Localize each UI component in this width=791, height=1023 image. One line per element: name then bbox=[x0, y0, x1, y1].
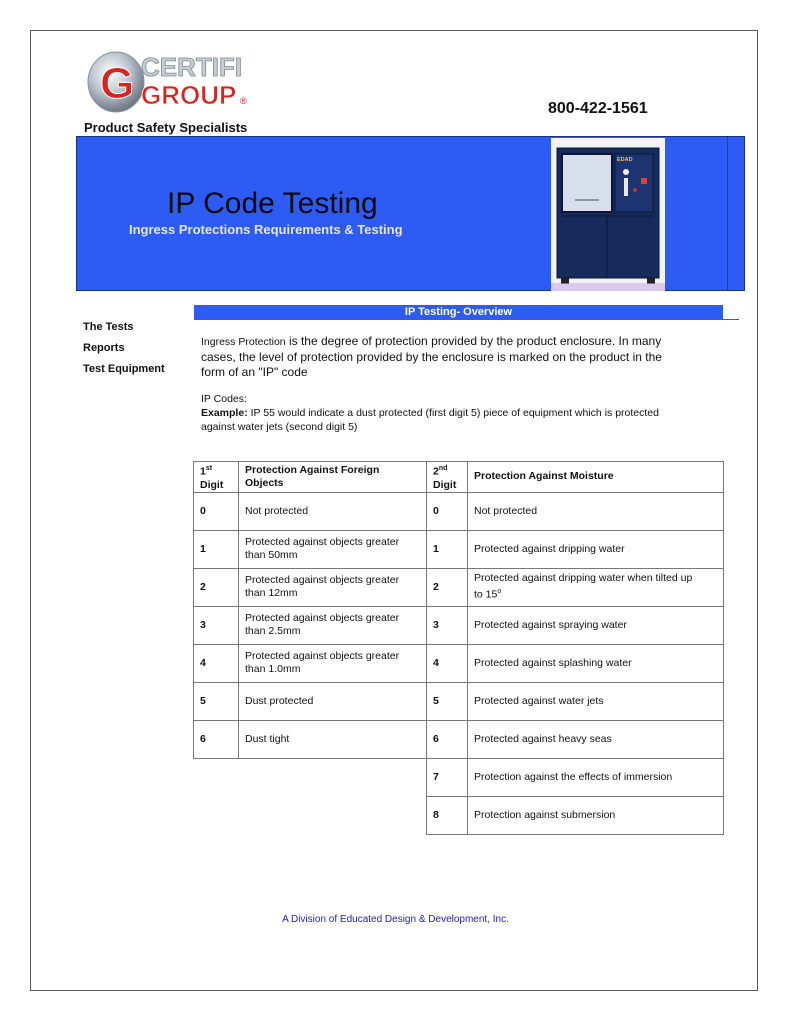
section-header: IP Testing- Overview bbox=[194, 305, 723, 320]
logo-letter: G bbox=[100, 59, 135, 108]
moisture-cell: Protected against dripping water bbox=[468, 530, 724, 568]
ip-codes-label: IP Codes: bbox=[201, 393, 247, 405]
example-text-2: against water jets (second digit 5) bbox=[201, 421, 358, 433]
example-text-1: IP 55 would indicate a dust protected (first digit 5) piece of equipment which is protected bbox=[247, 407, 659, 419]
table-row bbox=[194, 796, 724, 834]
test-chamber-image bbox=[551, 138, 665, 291]
moisture-cell: Protected against heavy seas bbox=[468, 720, 724, 758]
phone-number: 800-422-1561 bbox=[548, 100, 648, 117]
empty-cell bbox=[239, 758, 427, 796]
sidebar-item-reports[interactable]: Reports bbox=[83, 342, 125, 354]
first-digit-cell: 1 bbox=[194, 530, 239, 568]
intro-text-1: is the degree of protection provided by the product enclosure. In many bbox=[285, 334, 662, 348]
second-digit-cell: 7 bbox=[427, 758, 468, 796]
foreign-cell: Dust protected bbox=[239, 682, 427, 720]
header-foreign-objects: Protection Against Foreign Objects bbox=[239, 462, 427, 493]
first-digit-cell: 0 bbox=[194, 492, 239, 530]
header-first-digit: 1st Digit bbox=[194, 462, 239, 493]
second-digit-cell: 6 bbox=[427, 720, 468, 758]
banner-divider bbox=[727, 137, 728, 290]
tagline: Product Safety Specialists bbox=[84, 120, 248, 135]
empty-cell bbox=[194, 758, 239, 796]
foreign-cell: Protected against objects greater than 50mm bbox=[239, 530, 427, 568]
moisture-cell: Not protected bbox=[468, 492, 724, 530]
chamber-label: EDAD bbox=[617, 157, 633, 163]
first-digit-cell: 4 bbox=[194, 644, 239, 682]
certifigroup-logo[interactable] bbox=[86, 46, 252, 116]
second-digit-cell: 4 bbox=[427, 644, 468, 682]
foreign-cell: Protected against objects greater than 12mm bbox=[239, 568, 427, 606]
sidebar-item-the-tests[interactable]: The Tests bbox=[83, 321, 134, 333]
table-row bbox=[194, 758, 724, 796]
example-label: Example: bbox=[201, 407, 248, 419]
registered-mark: ® bbox=[240, 96, 247, 106]
logo-word-certifi: CERTIFI bbox=[141, 52, 243, 82]
table-row bbox=[194, 644, 724, 682]
page-subtitle: Ingress Protections Requirements & Testing bbox=[129, 222, 403, 237]
moisture-cell: Protection against submersion bbox=[468, 796, 724, 834]
moisture-cell: Protected against spraying water bbox=[468, 606, 724, 644]
empty-cell bbox=[239, 796, 427, 834]
second-digit-cell: 1 bbox=[427, 530, 468, 568]
section-header-rule bbox=[723, 319, 739, 320]
header-moisture: Protection Against Moisture bbox=[468, 462, 724, 493]
table-row bbox=[194, 530, 724, 568]
ip-codes-paragraph bbox=[201, 392, 721, 434]
moisture-cell: Protected against dripping water when tilted up to 15$^o$ bbox=[468, 568, 724, 606]
second-digit-cell: 0 bbox=[427, 492, 468, 530]
first-digit-cell: 3 bbox=[194, 606, 239, 644]
table-row bbox=[194, 682, 724, 720]
moisture-cell: Protected against water jets bbox=[468, 682, 724, 720]
table-row bbox=[194, 568, 724, 606]
table-row bbox=[194, 720, 724, 758]
footer-division-link[interactable]: A Division of Educated Design & Development, Inc. bbox=[282, 914, 509, 925]
intro-lead: Ingress Protection bbox=[201, 336, 286, 348]
foreign-cell: Dust tight bbox=[239, 720, 427, 758]
second-digit-cell: 2 bbox=[427, 568, 468, 606]
intro-text-3: form of an "IP" code bbox=[201, 365, 308, 379]
moisture-cell: Protection against the effects of immersion bbox=[468, 758, 724, 796]
table-row bbox=[194, 492, 724, 530]
moisture-cell: Protected against splashing water bbox=[468, 644, 724, 682]
logo-word-group: GROUP bbox=[141, 80, 237, 110]
foreign-cell: Not protected bbox=[239, 492, 427, 530]
first-digit-cell: 2 bbox=[194, 568, 239, 606]
ip-code-table bbox=[193, 461, 724, 835]
hero-banner bbox=[76, 136, 745, 291]
table-row bbox=[194, 606, 724, 644]
second-digit-cell: 3 bbox=[427, 606, 468, 644]
sidebar-item-test-equipment[interactable]: Test Equipment bbox=[83, 363, 165, 375]
foreign-cell: Protected against objects greater than 1.0mm bbox=[239, 644, 427, 682]
intro-text-2: cases, the level of protection provided by the enclosure is marked on the product in the bbox=[201, 350, 662, 364]
first-digit-cell: 6 bbox=[194, 720, 239, 758]
intro-paragraph bbox=[201, 334, 721, 380]
foreign-cell: Protected against objects greater than 2.5mm bbox=[239, 606, 427, 644]
empty-cell bbox=[194, 796, 239, 834]
table-header-row bbox=[194, 462, 724, 493]
first-digit-cell: 5 bbox=[194, 682, 239, 720]
second-digit-cell: 5 bbox=[427, 682, 468, 720]
header-second-digit: 2nd Digit bbox=[427, 462, 468, 493]
second-digit-cell: 8 bbox=[427, 796, 468, 834]
page-title: IP Code Testing bbox=[167, 187, 378, 220]
